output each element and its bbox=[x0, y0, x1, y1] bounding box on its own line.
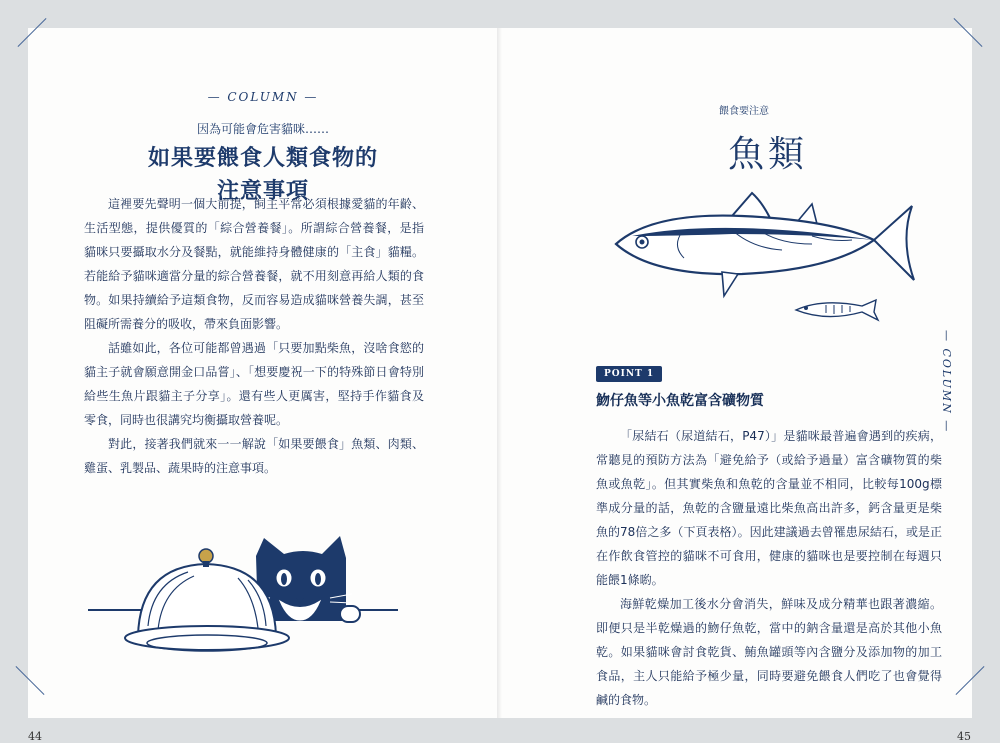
paragraph: 話雖如此，各位可能都曾遇過「只要加點柴魚，沒啥食慾的貓主子就會願意開金口品嘗」、「想要慶祝一下的特殊節日會特別給些生魚片跟貓主子分享」。還有些人更厲害，堅持手作貓食及零食，同時也很講究均衡攝取營養呢。 bbox=[84, 341, 424, 427]
column-subtitle: 因為可能會危害貓咪…… bbox=[196, 122, 329, 136]
section-tag: 餵食要注意 bbox=[719, 106, 769, 117]
cat-behind-cloche-icon bbox=[88, 506, 408, 676]
section-title: 魚類 bbox=[728, 134, 809, 175]
paragraph: 對此，接著我們就來一一解說「如果要餵食」魚類、肉類、雞蛋、乳製品、蔬果時的注意事項。 bbox=[84, 437, 424, 475]
right-body-text bbox=[596, 424, 942, 712]
column-tag: — COLUMN — bbox=[207, 90, 319, 104]
point-badge: POINT 1 bbox=[596, 366, 662, 382]
point-title: 魩仔魚等小魚乾富含礦物質 bbox=[596, 393, 764, 409]
side-column-tag: — COLUMN — bbox=[940, 330, 953, 434]
page-number-left: 44 bbox=[28, 730, 42, 743]
title-line-2: 注意事項 bbox=[216, 179, 309, 204]
left-page bbox=[28, 28, 498, 743]
title-line-1: 如果要餵食人類食物的 bbox=[147, 146, 378, 171]
paragraph: 海鮮乾燥加工後水分會消失，鮮味及成分精華也跟著濃縮。即便只是半乾燥過的魩仔魚乾，當中的鈉含量還是高於其他小魚乾。如果貓咪會討食乾貨、鮪魚罐頭等內含鹽分及添加物的加工食品，主人只能給予極少量，同時要避免餵食人們吃了也會覺得鹹的食物。 bbox=[596, 597, 942, 707]
paragraph: 「尿結石（尿道結石，P47）」是貓咪最普遍會遇到的疾病，常聽見的預防方法為「避免給予（或給予過量）富含礦物質的柴魚或魚乾」。但其實柴魚和魚乾的含量並不相同，比較每100g標準成分量的話，魚乾的含鹽量遠比柴魚高出許多，鈣含量更是柴魚的78倍之多（下頁表格）。因此建議過去曾罹患尿結石，或是正在作飲食管控的貓咪不可食用，健康的貓咪也是要控制在每週只能餵1條喲。 bbox=[596, 429, 942, 587]
paragraph: 這裡要先聲明一個大前提，飼主平常必須根據愛貓的年齡、生活型態，提供優質的「綜合營養餐」。所謂綜合營養餐，是指貓咪只要攝取水分及餐點，就能維持身體健康的「主食」貓糧。若能給予貓咪適當分量的綜合營養餐，就不用刻意再給人類的食物。如果持續給予這類食物，反而容易造成貓咪營養失調，甚至阻礙所需養分的吸收，帶來負面影響。 bbox=[84, 197, 424, 331]
right-page bbox=[502, 28, 972, 743]
fish-icon bbox=[612, 188, 932, 323]
left-body-text bbox=[84, 192, 424, 480]
page-number-right: 45 bbox=[957, 730, 971, 743]
